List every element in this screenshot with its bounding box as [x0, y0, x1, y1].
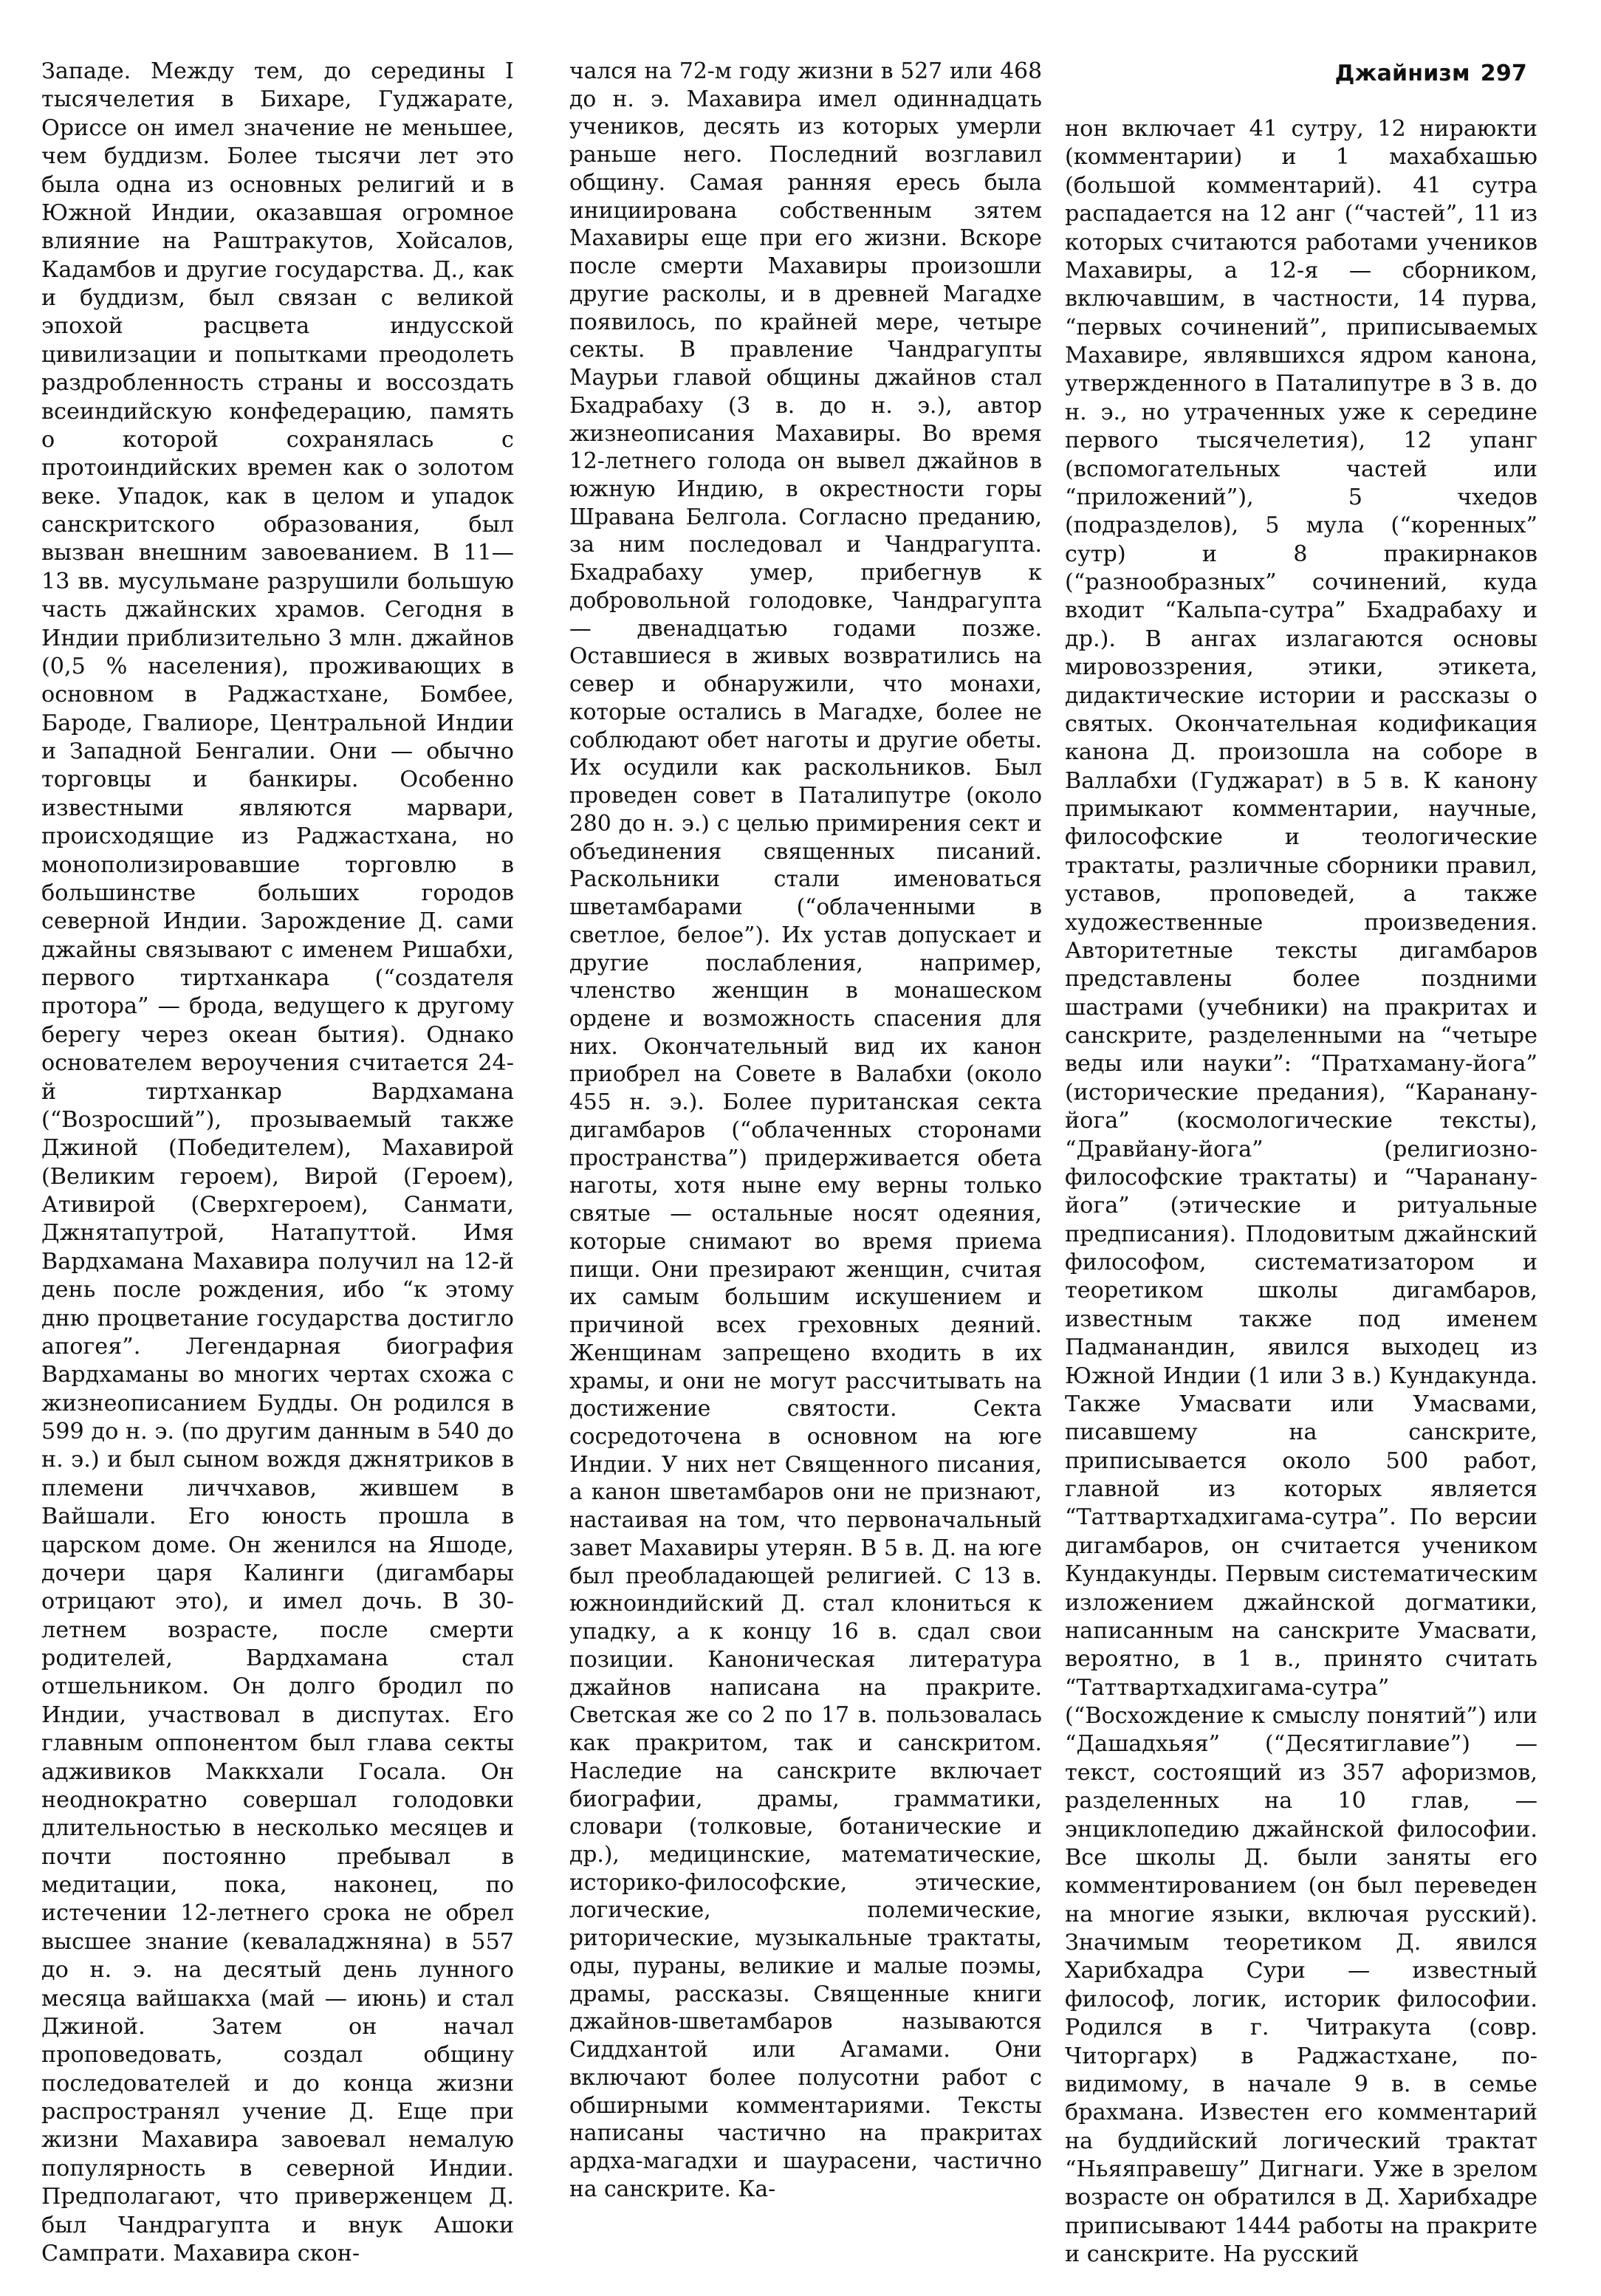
- column-text: чался на 72-м году жизни в 527 или 468 до н. э. Махавира имел одиннадцать учеников, десять из которых умерли раньше него. Последний возглавил общину. Самая ранняя ересь была инициирована собственным зятем Махавиры еще при его жизни. Вскоре после смерти Махавиры произошли другие расколы, и в древней Магадхе появилось, по крайней мере, четыре секты. В правление Чандрагупты Маурьи главой общины джайнов стал Бхадрабаху (3 в. до н. э.), автор жизнеописания Махавиры. Во время 12-летнего голода он вывел джайнов в южную Индию, в окрестности горы Шравана Белгола. Согласно преданию, за ним последовал и Чандрагупта. Бхадрабаху умер, прибегнув к добровольной голодовке, Чандрагупта — двенадцатью годами позже. Оставшиеся в живых возвратились на север и обнаружили, что монахи, которые остались в Магадхе, более не соблюдают обет наготы и другие обеты. Их осудили как раскольников. Был проведен совет в Паталипутре (около 280 до н. э.) с целью примирения сект и объединения священных писаний. Раскольники стали именоваться шветамбарами (“облаченными в светлое, белое”). Их устав допускает и другие послабления, например, членство женщин в монашеском ордене и возможность спасения для них. Окончательный вид их канон приобрел на Совете в Валабхи (около 455 н. э.). Более пуританская секта дигамбаров (“облаченных сторонами пространства”) придерживается обета наготы, хотя ныне ему верны только святые — остальные носят одеяния, которые снимают во время приема пищи. Они презирают женщин, считая их самым большим искушением и причиной всех греховных деяний. Женщинам запрещено входить в их храмы, и они не могут рассчитывать на достижение святости. Секта сосредоточена в основном на юге Индии. У них нет Священного писания, а канон шветамбаров они не признают, настаивая на том, что первоначальный завет Махавиры утерян. В 5 в. Д. на юге был преобладающей религией. С 13 в. южноиндийский Д. стал клониться к упадку, а к концу 16 в. сдал свои позиции. Каноническая литература джайнов написана на пракрите. Светская же со 2 по 17 в. пользовалась как пракритом, так и санскритом. Наследие на санскрите включает биографии, драмы, грамматики, словари (толковые, ботанические и др.), медицинские, математические, историко-философские, этические, логические, полемические, риторические, музыкальные трактаты, оды, пураны, великие и малые поэмы, драмы, рассказы. Священные книги джайнов-шветамбаров называются Сиддхантой или Агамами. Они включают более полусотни работ с обширными комментариями. Тексты написаны частично на пракритах ардха-магадхи и шаурасени, частично на санскрите. Ка-: [569, 58, 1042, 2202]
- text-column-1: [41, 58, 514, 2268]
- column-text: нон включает 41 сутру, 12 нираюкти (комментарии) и 1 махабхашью (большой комментарий). 41 сутра распадается на 12 анг (“частей”, 11 из которых считаются работами учеников Махавиры, а 12-я — сборником, включавшим, в частности, 14 пурва, “первых сочинений”, приписываемых Махавире, являвшихся ядром канона, утвержденного в Паталипутре в 3 в. до н. э., но утраченных уже к середине первого тысячелетия), 12 упанг (вспомогательных частей или “приложений”), 5 чхедов (подразделов), 5 мула (“коренных” сутр) и 8 пракирнаков (“разнообразных” сочинений, куда входит “Кальпа-сутра” Бхадрабаху и др.). В ангах излагаются основы мировоззрения, этики, этикета, дидактические истории и рассказы о святых. Окончательная кодификация канона Д. произошла на соборе в Валлабхи (Гуджарат) в 5 в. К канону примыкают комментарии, научные, философские и теологические трактаты, различные сборники правил, уставов, проповедей, а также художественные произведения. Авторитетные тексты дигамбаров представлены более поздними шастрами (учебники) на пракритах и санскрите, разделенными на “четыре веды или науки”: “Пратхаману-йога” (исторические предания), “Каранану-йога” (космологические тексты), “Дравйану-йога” (религиозно-философские трактаты) и “Чаранану-йога” (этические и ритуальные предписания). Плодовитым джайнский философом, систематизатором и теоретиком школы дигамбаров, известным также под именем Падманандин, явился выходец из Южной Индии (1 или 3 в.) Кундакунда. Также Умасвати или Умасвами, писавшему на санскрите, приписывается около 500 работ, главной из которых является “Таттвартхадхигама-сутра”. По версии дигамбаров, он считается учеником Кундакунды. Первым систематическим изложением джайнской догматики, написанным на санскрите Умасвати, вероятно, в 1 в., принято считать “Таттвартхадхигама-сутра” (“Восхождение к смыслу понятий”) или “Дашадхьяя” (“Десятиглавие”) — текст, состоящий из 357 афоризмов, разделенных на 10 глав, — энциклопедию джайнской философии. Все школы Д. были заняты его комментированием (он был переведен на многие языки, включая русский). Значимым теоретиком Д. явился Харибхадра Сури — известный философ, логик, историк философии. Родился в г. Читракута (совр. Читоргарх) в Раджастхане, по-видимому, в начале 9 в. в семье брахмана. Известен его комментарий на буддийский логический трактат “Ньяяправешу” Дигнаги. Уже в зрелом возрасте он обратился в Д. Харибхадре приписывают 1444 работы на пракрите и санскрите. На русский: [1065, 116, 1537, 2268]
- section-title: Джайнизм: [1334, 61, 1470, 86]
- text-column-3: [1065, 115, 1537, 2269]
- page-number: 297: [1480, 61, 1527, 86]
- running-header: [1335, 61, 1527, 86]
- column-text: Западе. Между тем, до середины I тысячелетия в Бихаре, Гуджарате, Ориссе он имел значение не меньшее, чем буддизм. Более тысячи лет это была одна из основных религий и в Южной Индии, оказавшая огромное влияние на Раштракутов, Хойсалов, Кадамбов и другие государства. Д., как и буддизм, был связан с великой эпохой расцвета индусской цивилизации и попытками преодолеть раздробленность страны и воссоздать всеиндийскую конфедерацию, память о которой сохранялась с протоиндийских времен как о золотом веке. Упадок, как в целом и упадок санскритского образования, был вызван внешним завоеванием. В 11—13 вв. мусульмане разрушили большую часть джайнских храмов. Сегодня в Индии приблизительно 3 млн. джайнов (0,5 % населения), проживающих в основном в Раджастхане, Бомбее, Бароде, Гвалиоре, Центральной Индии и Западной Бенгалии. Они — обычно торговцы и банкиры. Особенно известными являются марвари, происходящие из Раджастхана, но монополизировавшие торговлю в большинстве больших городов северной Индии. Зарождение Д. сами джайны связывают с именем Ришабхи, первого тиртханкара (“создателя протора” — брода, ведущего к другому берегу через океан бытия). Однако основателем вероучения считается 24-й тиртханкар Вардхамана (“Возросший”), прозываемый также Джиной (Победителем), Махавирой (Великим героем), Вирой (Героем), Ативирой (Сверхгероем), Санмати, Джнятапутрой, Натапуттой. Имя Вардхамана Махавира получил на 12-й день после рождения, ибо “к этому дню процветание государства достигло апогея”. Легендарная биография Вардхаманы во многих чертах схожа с жизнеописанием Будды. Он родился в 599 до н. э. (по другим данным в 540 до н. э.) и был сыном вождя джнятриков в племени личчхавов, жившем в Вайшали. Его юность прошла в царском доме. Он женился на Яшоде, дочери царя Калинги (дигамбары отрицают это), и имел дочь. В 30-летнем возрасте, после смерти родителей, Вардхамана стал отшельником. Он долго бродил по Индии, участвовал в диспутах. Его главным оппонентом был глава секты адживиков Маккхали Госала. Он неоднократно совершал голодовки длительностью в несколько месяцев и почти постоянно пребывал в медитации, пока, наконец, по истечении 12-летнего срока не обрел высшее знание (кеваладжняна) в 557 до н. э. на десятый день лунного месяца вайшакха (май — июнь) и стал Джиной. Затем он начал проповедовать, создал общину последователей и до конца жизни распространял учение Д. Еще при жизни Махавира завоевал немалую популярность в северной Индии. Предполагают, что приверженцем Д. был Чандрагупта и внук Ашоки Сампрати. Махавира скон-: [41, 58, 514, 2266]
- text-column-2: [569, 58, 1042, 2204]
